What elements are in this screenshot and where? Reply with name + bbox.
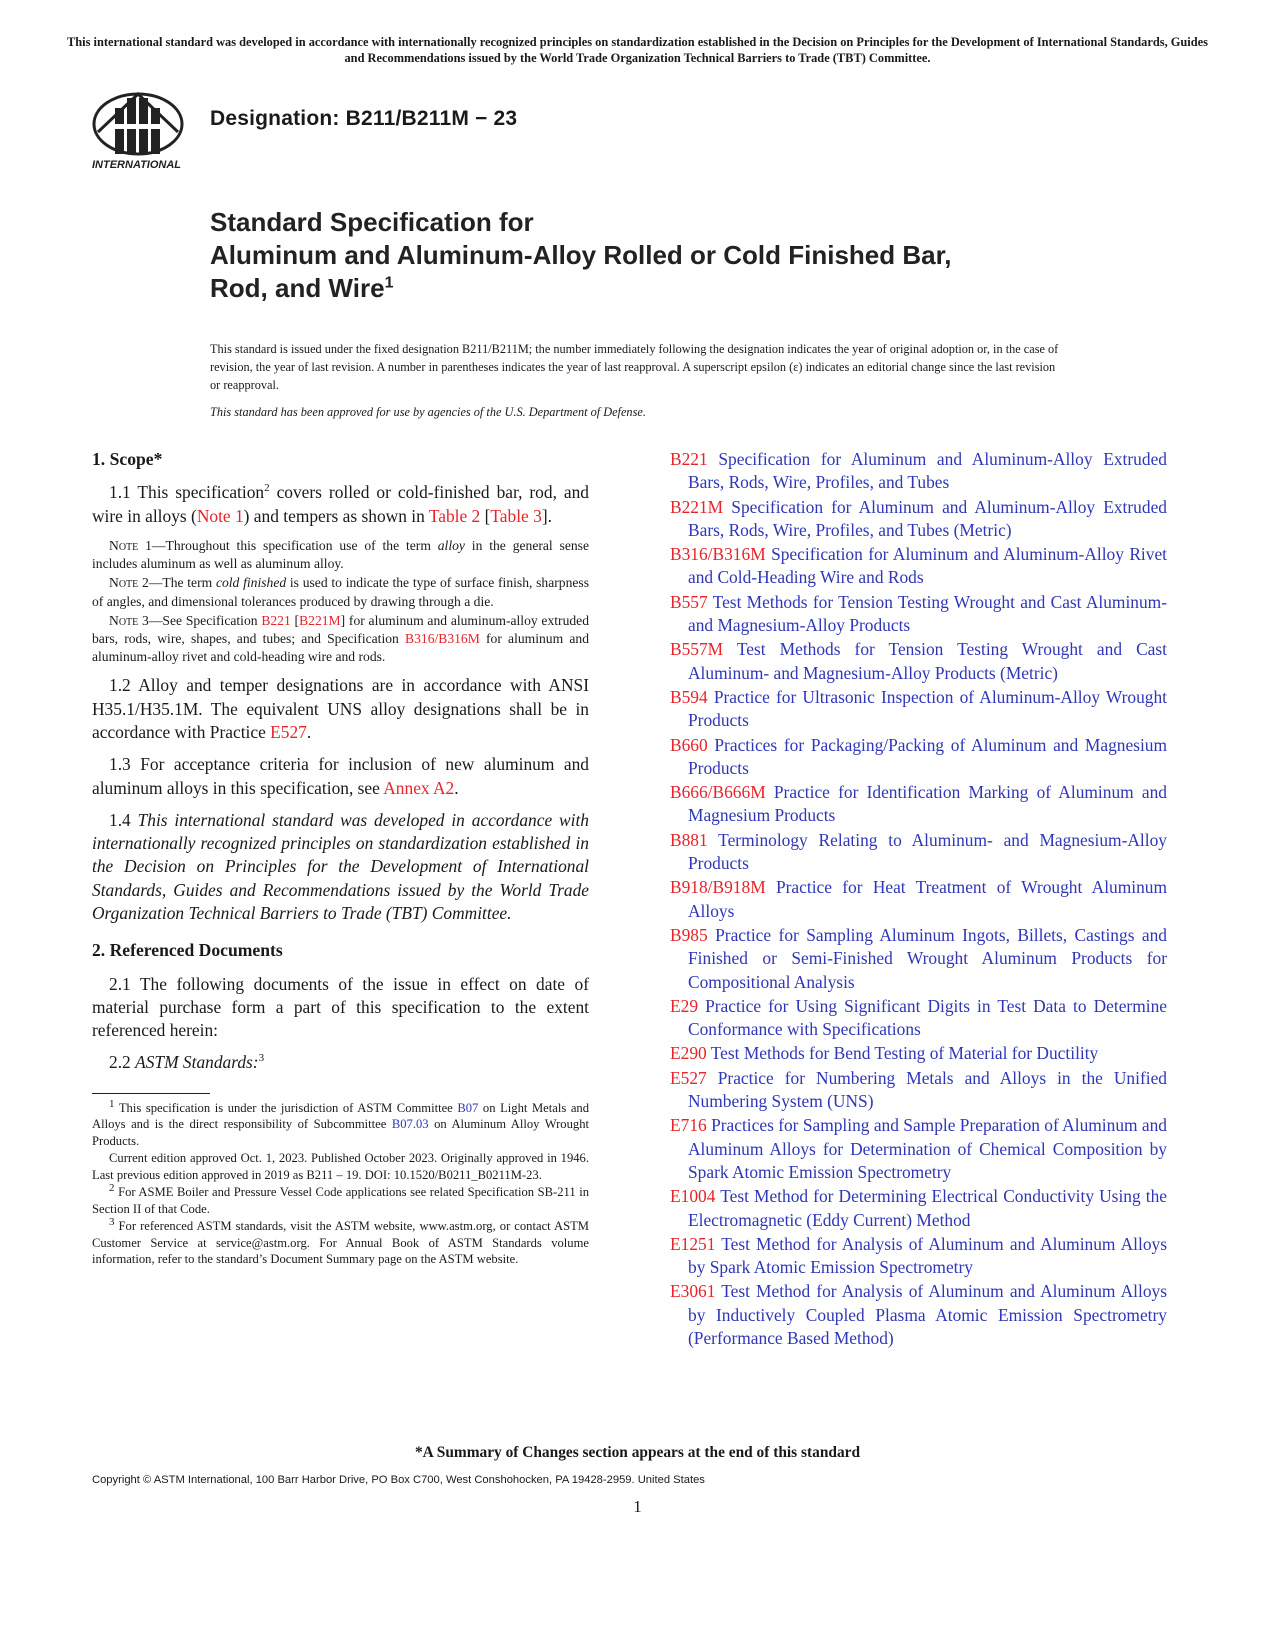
reference-title: Practices for Packaging/Packing of Aluminum and Magnesium Products — [688, 734, 1167, 778]
e527-link[interactable]: E527 — [270, 721, 307, 742]
footnote-3-mark[interactable]: 3 — [258, 1052, 265, 1065]
reference-title: Practices for Sampling and Sample Preparation of Aluminum and Aluminum Alloys for Determination of Chemical Composition by Spark Atomic Emission Spectrometry — [688, 1115, 1168, 1182]
reference-title: Practice for Using Significant Digits in Test Data to Determine Conformance with Specifications — [688, 995, 1167, 1040]
reference-item[interactable] — [670, 543, 1167, 590]
title-line-2: Aluminum and Aluminum-Alloy Rolled or Cold Finished Bar, — [210, 240, 952, 270]
reference-item[interactable] — [670, 1233, 1167, 1280]
scope-heading: 1. Scope* — [92, 449, 163, 469]
para-2-2: 2.2 ASTM Standards:$^3$ — [109, 1052, 265, 1073]
title-line-3 — [210, 272, 1110, 305]
footnote-1-edition: Current edition approved Oct. 1, 2023. Published October 2023. Originally approved in 1946. Last previous edition approved in 2019 as B211 – 19. DOI: 10.1520/B0211_B0211M-23. — [92, 1151, 589, 1182]
dod-approval-note: This standard has been approved for use by agencies of the U.S. Department of Defense. — [210, 405, 646, 419]
title-footnote-mark[interactable]: 1 — [384, 274, 394, 292]
reference-code: B594 — [670, 686, 708, 707]
reference-item[interactable] — [670, 734, 1167, 781]
reference-title: Test Method for Analysis of Aluminum and Aluminum Alloys by Spark Atomic Emission Spectrometry — [688, 1233, 1167, 1278]
reference-title: Test Methods for Bend Testing of Material for Ductility — [710, 1043, 1099, 1064]
reference-code: E716 — [670, 1115, 707, 1136]
reference-code: E1004 — [670, 1186, 716, 1207]
reference-item[interactable] — [670, 781, 1167, 828]
reference-item[interactable] — [670, 995, 1167, 1042]
reference-item[interactable] — [670, 829, 1167, 876]
note-1: Note 1—Throughout this specification use of the term alloy in the general sense includes aluminum as well as aluminum alloy. — [92, 537, 589, 572]
para-1-3: 1.3 For acceptance criteria for inclusion of new aluminum and aluminum alloys in this specification, see Annex A2. — [92, 754, 589, 798]
title-line-3-text: Rod, and Wire — [210, 273, 385, 303]
reference-code: B221M — [670, 496, 724, 517]
reference-code: B557 — [670, 591, 708, 612]
reference-code: B557M — [670, 639, 724, 660]
page-number: 1 — [633, 1497, 642, 1516]
footnote-2: $^2$ For ASME Boiler and Pressure Vessel Code applications see related Specification SB-211 in Section II of that Code. — [92, 1182, 589, 1216]
reference-title: Test Methods for Tension Testing Wrought and Cast Aluminum- and Magnesium-Alloy Products (Metric) — [688, 639, 1167, 683]
designation: Designation: B211/B211M − 23 — [210, 107, 518, 130]
reference-title: Terminology Relating to Aluminum- and Magnesium-Alloy Products — [688, 829, 1167, 874]
referenced-documents-heading: 2. Referenced Documents — [92, 940, 283, 961]
reference-code: B660 — [670, 734, 708, 755]
para-1-4: 1.4 This international standard was developed in accordance with internationally recognized principles on standardization established in the Decision on Principles for the Development of International Standards, Guides and Recommendations issued by the World Trade Organization Technical Barriers to Trade (TBT) Committee. — [92, 809, 589, 923]
reference-item[interactable] — [670, 924, 1167, 994]
para-1-1: 1.1 This specification$^2$ covers rolled or cold-finished bar, rod, and wire in alloys (Note 1) and tempers as shown in Table 2 [Table 3]. — [92, 482, 589, 526]
left-column — [92, 448, 589, 1269]
note-3: Note 3—See Specification B221 [B221M] for aluminum and aluminum-alloy extruded bars, rods, wire, shapes, and tubes; and Specification B316/B316M for aluminum and aluminum-alloy rivet and cold-heading wire and rods. — [92, 612, 589, 665]
reference-code: E527 — [670, 1067, 707, 1088]
tbt-notice: This international standard was developed in accordance with internationally recognized principles on standardization established in the Decision on Principles for the Development of International Standards, Guides and Recommendations issued by the World Trade Organization Technical Barriers to Trade (TBT) Committee. — [67, 35, 1208, 65]
reference-title: Specification for Aluminum and Aluminum-Alloy Extruded Bars, Rods, Wire, Profiles, and Tubes (Metric) — [688, 496, 1167, 540]
b07-link[interactable]: B07 — [457, 1100, 479, 1115]
note-2: Note 2—The term cold finished is used to indicate the type of surface finish, sharpness of angles, and dimensional tolerances produced by drawing through a die. — [92, 575, 589, 609]
reference-item[interactable] — [670, 876, 1167, 923]
footnote-2-mark[interactable]: 2 — [264, 482, 270, 495]
footnote-1: $^1$ This specification is under the jurisdiction of ASTM Committee B07 on Light Metals and Alloys and is the direct responsibility of Subcommittee B07.03 on Aluminum Alloy Wrought Products. — [92, 1097, 590, 1148]
para-2-1: 2.1 The following documents of the issue in effect on date of material purchase form a part of this specification to the extent referenced herein: — [92, 973, 589, 1041]
reference-title: Practice for Heat Treatment of Wrought Aluminum Alloys — [688, 877, 1167, 921]
reference-title: Practice for Sampling Aluminum Ingots, Billets, Castings and Finished or Semi-Finished Wrought Aluminum Products for Compositional Analysis — [688, 924, 1167, 992]
reference-title: Specification for Aluminum and Aluminum-Alloy Extruded Bars, Rods, Wire, Profiles, and Tubes — [688, 449, 1167, 493]
copyright-line: Copyright © ASTM International, 100 Barr Harbor Drive, PO Box C700, West Conshohocken, PA 19428-2959. United States — [92, 1474, 705, 1486]
issued-note: This standard is issued under the fixed designation B211/B211M; the number immediately following the designation indicates the year of original adoption or, in the case of revision, the year of last revision. A number in parentheses indicates the year of last reapproval. A superscript epsilon (ε) indicates an editorial change since the last revision or reapproval. — [210, 342, 1059, 392]
reference-item[interactable] — [670, 448, 1167, 495]
reference-item[interactable] — [670, 638, 1167, 685]
b07-03-link[interactable]: B07.03 — [391, 1117, 429, 1132]
reference-item[interactable] — [670, 1114, 1167, 1184]
reference-code: B666/B666M — [670, 782, 766, 803]
reference-title: Practice for Numbering Metals and Alloys in the Unified Numbering System (UNS) — [688, 1067, 1167, 1112]
note-1-link[interactable]: Note 1 — [196, 505, 244, 526]
reference-code: E3061 — [670, 1281, 716, 1302]
footnote-3: $^3$ For referenced ASTM standards, visit the ASTM website, www.astm.org, or contact ASTM Customer Service at service@astm.org. For Annual Book of ASTM Standards volume information, refer to the standard’s Document Summary page on the ASTM website. — [92, 1216, 589, 1267]
title-line-1: Standard Specification for — [210, 207, 534, 237]
reference-title: Practice for Identification Marking of Aluminum and Magnesium Products — [688, 782, 1167, 826]
logo-text: INTERNATIONAL — [92, 159, 182, 171]
b316-link[interactable]: B316/B316M — [405, 630, 480, 646]
table-2-link[interactable]: Table 2 — [428, 505, 481, 526]
reference-item[interactable] — [670, 686, 1167, 733]
reference-title: Practice for Ultrasonic Inspection of Aluminum-Alloy Wrought Products — [688, 686, 1167, 731]
b221-link[interactable]: B221 — [261, 612, 291, 628]
document-title — [210, 206, 1110, 305]
reference-code: E290 — [670, 1043, 707, 1064]
reference-item[interactable] — [670, 1042, 1167, 1065]
reference-item[interactable] — [670, 1280, 1167, 1350]
reference-title: Specification for Aluminum and Aluminum-Alloy Rivet and Cold-Heading Wire and Rods — [688, 544, 1167, 588]
reference-code: E29 — [670, 995, 699, 1016]
b221m-link[interactable]: B221M — [299, 612, 341, 628]
table-3-link[interactable]: Table 3 — [490, 505, 542, 526]
reference-code: B316/B316M — [670, 544, 766, 565]
annex-a2-link[interactable]: Annex A2 — [383, 777, 455, 798]
reference-item[interactable] — [670, 496, 1167, 543]
reference-item[interactable] — [670, 1185, 1167, 1232]
reference-code: B985 — [670, 924, 708, 945]
reference-code: B918/B918M — [670, 877, 766, 898]
reference-item[interactable] — [670, 591, 1167, 638]
footnote-divider — [92, 1093, 210, 1094]
reference-title: Test Method for Analysis of Aluminum and Aluminum Alloys by Inductively Coupled Plasma Atomic Emission Spectrometry (Performance Based Method) — [688, 1281, 1167, 1348]
reference-title: Test Method for Determining Electrical Conductivity Using the Electromagnetic (Eddy Current) Method — [688, 1186, 1167, 1230]
astm-logo — [92, 88, 192, 180]
reference-item[interactable] — [670, 1067, 1167, 1114]
reference-code: B881 — [670, 829, 708, 850]
para-1-2: 1.2 Alloy and temper designations are in accordance with ANSI H35.1/H35.1M. The equivalent UNS alloy designations shall be in accordance with Practice E527. — [92, 675, 589, 742]
referenced-standards-list — [670, 448, 1167, 1351]
reference-code: E1251 — [670, 1233, 716, 1254]
reference-title: Test Methods for Tension Testing Wrought and Cast Aluminum- and Magnesium-Alloy Products — [688, 591, 1167, 636]
reference-code: B221 — [670, 449, 708, 469]
summary-of-changes-note: *A Summary of Changes section appears at the end of this standard — [414, 1444, 861, 1461]
